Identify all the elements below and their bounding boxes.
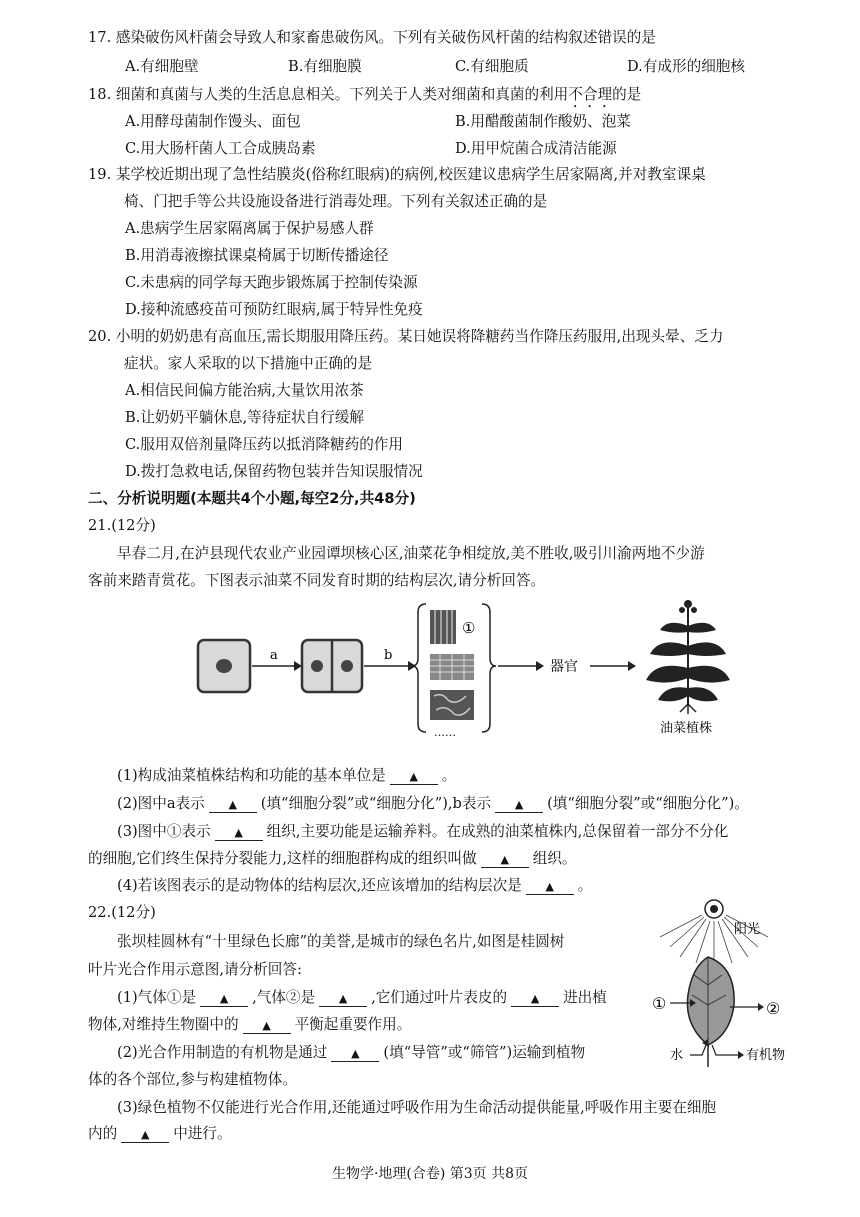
q21-sub3-text-d: 组织。 [532,850,577,867]
gas-2-marker: ② [766,999,781,1018]
gas-2-arrow-head [758,1003,764,1011]
q22-sub1-text-d: 进出植 [563,989,607,1006]
arrow-to-organ-head [536,661,544,671]
arrow-to-plant-head [628,661,636,671]
q22-intro-line1: 张坝桂圆林有“十里绿色长廊”的美誉,是城市的绿色名片,如图是桂圆树 [117,933,565,950]
q21-sub2-text-b: (填“细胞分裂”或“细胞分化”),b表示 [260,795,492,812]
gas-1-marker: ① [652,994,667,1013]
sunlight-label: 阳光 [734,922,761,937]
rapeseed-plant-icon [646,600,730,714]
q22-sub2-answer-blank[interactable]: ▲ [331,1047,379,1062]
arrow-b-label: b [384,648,393,663]
vascular-tissue-icon [430,610,456,644]
q18-stem-emphasis: 不合理 [568,86,613,103]
q21-sub3-text-b: 组织,主要功能是运输养料。在成熟的油菜植株内,总保留着一部分不分化 [266,823,729,840]
q18-stem-part2: 的是 [612,86,642,103]
q21-sub1-answer-blank[interactable]: ▲ [390,770,438,785]
q20-stem-line2: 症状。家人采取的以下措施中正确的是 [124,355,373,372]
q21-sub4 [117,876,592,896]
q18-option-a: A.用酵母菌制作馒头、面包 [125,113,301,130]
q22-intro-line2: 叶片光合作用示意图,请分析回答: [88,961,302,978]
q19-option-a: A.患病学生居家隔离属于保护易感人群 [125,220,374,237]
q21-sub1 [117,766,456,786]
q22-sub1-line1 [117,988,607,1008]
q22-sub3-text-c: 中进行。 [173,1125,232,1142]
tissue-1-marker: ① [462,619,476,637]
q20-option-a: A.相信民间偏方能治病,大量饮用浓茶 [125,382,364,399]
organic-matter-label: 有机物 [746,1048,786,1063]
q17-option-d: D.有成形的细胞核 [627,58,745,75]
q21-sub4-answer-blank[interactable]: ▲ [526,880,574,895]
q21-structure-diagram [190,596,750,746]
q22-sub1-line2 [88,1015,411,1035]
q20-option-b: B.让奶奶平躺休息,等待症状自行缓解 [125,409,364,426]
q22-sub3-answer-blank[interactable]: ▲ [121,1128,169,1143]
q22-label: 22.(12分) [88,904,156,921]
q21-sub2-answer-blank-b[interactable]: ▲ [495,798,543,813]
leaf-icon [687,957,734,1067]
q21-sub3-line2 [88,849,577,869]
q18-stem [88,85,641,111]
q20-option-d: D.拨打急救电话,保留药物包装并告知误服情况 [125,463,423,480]
q21-intro-line2: 客前来踏青赏花。下图表示油菜不同发育时期的结构层次,请分析回答。 [88,572,546,589]
q21-sub2-text-a: (2)图中a表示 [117,795,205,812]
q21-sub2-answer-blank-a[interactable]: ▲ [209,798,257,813]
q20-option-c: C.服用双倍剂量降压药以抵消降糖药的作用 [125,436,403,453]
q22-sub3-line2 [88,1124,232,1144]
q17-stem: 17. 感染破伤风杆菌会导致人和家畜患破伤风。下列有关破伤风杆菌的结构叙述错误的是 [88,29,656,46]
q22-sub1-answer-blank-a[interactable]: ▲ [200,992,248,1007]
q21-sub3-line1 [117,822,728,842]
q22-sub3-line1: (3)绿色植物不仅能进行光合作用,还能通过呼吸作用为生命活动提供能量,呼吸作用主要在细胞 [117,1099,717,1116]
q22-sub1-answer-blank-d[interactable]: ▲ [243,1019,291,1034]
q19-option-c: C.未患病的同学每天跑步锻炼属于控制传染源 [125,274,418,291]
plant-label: 油菜植株 [660,721,713,736]
water-arrow [690,1045,706,1055]
q17-option-b: B.有细胞膜 [288,58,362,75]
q22-sub1-answer-blank-b[interactable]: ▲ [319,992,367,1007]
q22-photosynthesis-diagram [650,895,830,1070]
q22-sub1-text-e: 物体,对维持生物圈中的 [88,1016,239,1033]
tissue-ellipsis: …… [434,726,456,739]
q21-sub2-text-c: (填“细胞分裂”或“细胞分化”)。 [547,795,749,812]
q22-sub2-line2: 体的各个部位,参与构建植物体。 [88,1071,297,1088]
q22-sub1-text-c: ,它们通过叶片表皮的 [371,989,508,1006]
q21-sub3-text-c: 的细胞,它们终生保持分裂能力,这样的细胞群构成的组织叫做 [88,850,477,867]
water-label: 水 [670,1048,684,1063]
q21-label: 21.(12分) [88,517,156,534]
q21-sub4-end: 。 [577,877,593,894]
q18-option-b: B.用醋酸菌制作酸奶、泡菜 [455,113,631,130]
q22-sub3-text-b: 内的 [88,1125,118,1142]
q22-sub1-text-a: (1)气体①是 [117,989,197,1006]
q18-option-c: C.用大肠杆菌人工合成胰岛素 [125,140,316,157]
q19-stem-line1: 19. 某学校近期出现了急性结膜炎(俗称红眼病)的病例,校医建议患病学生居家隔离,并对教室课桌 [88,166,706,183]
tissue-3-icon [430,690,474,720]
q22-sub1-text-f: 平衡起重要作用。 [294,1016,412,1033]
organic-arrow-head [738,1051,744,1059]
organic-arrow [712,1045,738,1055]
q18-option-d: D.用甲烷菌合成清洁能源 [455,140,617,157]
q19-option-b: B.用消毒液擦拭课桌椅属于切断传播途径 [125,247,389,264]
single-cell-icon [198,640,250,692]
section2-heading: 二、分析说明题(本题共4个小题,每空2分,共48分) [88,490,416,507]
q21-sub3-text-a: (3)图中①表示 [117,823,211,840]
q21-intro-line1: 早春二月,在泸县现代农业产业园谭坝核心区,油菜花争相绽放,美不胜收,吸引川渝两地不少游 [117,545,705,562]
organ-label: 器官 [550,659,578,675]
q19-option-d: D.接种流感疫苗可预防红眼病,属于特异性免疫 [125,301,423,318]
q20-stem-line1: 20. 小明的奶奶患有高血压,需长期服用降压药。某日她误将降糖药当作降压药服用,出现头晕、乏力 [88,328,724,345]
q22-sub2-text-a: (2)光合作用制造的有机物是通过 [117,1044,328,1061]
q22-sub2-line1 [117,1043,585,1063]
q22-sub1-answer-blank-c[interactable]: ▲ [511,992,559,1007]
page-footer: 生物学·地理(合卷) 第3页 共8页 [331,1166,529,1182]
q21-sub1-text: (1)构成油菜植株结构和功能的基本单位是 [117,767,386,784]
q21-sub4-text: (4)若该图表示的是动物体的结构层次,还应该增加的结构层次是 [117,877,522,894]
right-bracket [482,604,496,732]
q17-option-a: A.有细胞壁 [125,58,199,75]
left-bracket [412,604,426,732]
q21-sub3-answer-blank-a[interactable]: ▲ [215,826,263,841]
q18-stem-part1: 18. 细菌和真菌与人类的生活息息相关。下列关于人类对细菌和真菌的利用 [88,86,569,103]
q17-option-c: C.有细胞质 [455,58,529,75]
tissue-2-icon [430,654,474,680]
q21-sub2 [117,794,749,814]
q21-sub1-end: 。 [441,767,457,784]
arrow-a-label: a [270,648,278,663]
q21-sub3-answer-blank-b[interactable]: ▲ [481,853,529,868]
q22-sub1-text-b: ,气体②是 [252,989,316,1006]
q19-stem-line2: 椅、门把手等公共设施设备进行消毒处理。下列有关叙述正确的是 [124,193,548,210]
q22-sub2-text-b: (填“导管”或“筛管”)运输到植物 [383,1044,586,1061]
divided-cells-icon [302,640,362,692]
